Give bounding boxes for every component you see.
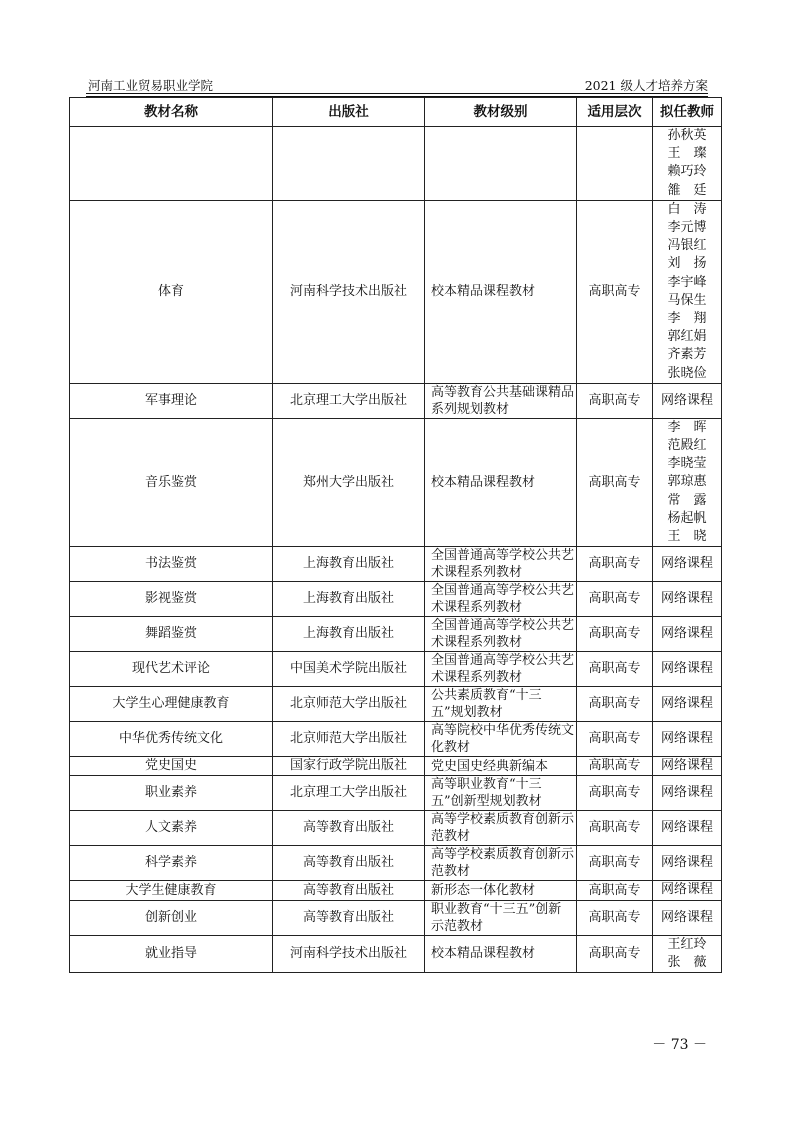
cell-publisher: 国家行政学院出版社 [273, 757, 425, 776]
table-row [70, 846, 722, 881]
header-school-name: 河南工业贸易职业学院 [88, 78, 214, 93]
teacher-name: 张 薇 [667, 954, 707, 970]
teacher-name: 王 璨 [667, 146, 707, 162]
teacher-name: 网络课程 [660, 626, 713, 642]
teacher-name: 王 晓 [667, 529, 707, 545]
cell-publisher: 高等教育出版社 [273, 900, 425, 935]
teacher-name: 赖巧玲 [667, 164, 707, 180]
cell-textbook-name: 职业素养 [70, 776, 273, 811]
col-header-textbook-level: 教材级别 [425, 98, 577, 127]
cell-scope: 高职高专 [577, 881, 653, 900]
cell-publisher: 河南科学技术出版社 [273, 200, 425, 383]
cell-teachers [653, 935, 722, 972]
cell-textbook-name: 大学生健康教育 [70, 881, 273, 900]
teacher-name: 马保生 [667, 292, 707, 308]
cell-textbook-name: 音乐鉴赏 [70, 418, 273, 546]
cell-textbook-level: 高等学校素质教育创新示范教材 [425, 846, 577, 881]
cell-textbook-name: 中华优秀传统文化 [70, 722, 273, 757]
cell-textbook-level: 新形态一体化教材 [425, 881, 577, 900]
teacher-name: 李元博 [667, 220, 707, 236]
cell-textbook-name: 军事理论 [70, 383, 273, 418]
table-row [70, 811, 722, 846]
teacher-name: 网络课程 [660, 785, 713, 801]
teacher-name: 张晓俭 [667, 365, 707, 381]
teacher-name: 范殿红 [667, 438, 707, 454]
cell-publisher: 上海教育出版社 [273, 582, 425, 617]
cell-publisher: 河南科学技术出版社 [273, 935, 425, 972]
cell-textbook-level: 公共素质教育“十三五”规划教材 [425, 687, 577, 722]
teacher-name: 网络课程 [660, 696, 713, 712]
cell-publisher: 郑州大学出版社 [273, 418, 425, 546]
table-row [70, 383, 722, 418]
col-header-scope: 适用层次 [577, 98, 653, 127]
cell-teachers [653, 687, 722, 722]
table-row [70, 547, 722, 582]
cell-textbook-level: 职业教育“十三五”创新示范教材 [425, 900, 577, 935]
cell-teachers [653, 418, 722, 546]
cell-publisher: 上海教育出版社 [273, 547, 425, 582]
cell-textbook-level: 全国普通高等学校公共艺术课程系列教材 [425, 547, 577, 582]
cell-teachers [653, 776, 722, 811]
table-row [70, 900, 722, 935]
cell-teachers [653, 846, 722, 881]
page-number: － 73 － [652, 1037, 707, 1053]
cell-teachers [653, 617, 722, 652]
cell-textbook-name: 科学素养 [70, 846, 273, 881]
table-row [70, 200, 722, 383]
cell-textbook-level: 高等学校素质教育创新示范教材 [425, 811, 577, 846]
cell-publisher: 北京理工大学出版社 [273, 776, 425, 811]
table-row [70, 757, 722, 776]
cell-teachers [653, 200, 722, 383]
cell-scope: 高职高专 [577, 687, 653, 722]
table-row [70, 617, 722, 652]
teacher-name: 网络课程 [660, 855, 713, 871]
teacher-name: 网络课程 [660, 909, 713, 925]
textbook-table [69, 97, 722, 973]
cell-textbook-name: 书法鉴赏 [70, 547, 273, 582]
cell-publisher: 高等教育出版社 [273, 811, 425, 846]
header-plan-title: 2021 级人才培养方案 [584, 78, 708, 93]
cell-textbook-name: 舞蹈鉴赏 [70, 617, 273, 652]
cell-textbook-name: 体育 [70, 200, 273, 383]
cell-textbook-name: 党史国史 [70, 757, 273, 776]
teacher-name: 常 露 [667, 492, 707, 508]
cell-textbook-name: 人文素养 [70, 811, 273, 846]
table-row [70, 722, 722, 757]
table-row [70, 127, 722, 201]
cell-scope: 高职高专 [577, 935, 653, 972]
cell-textbook-level: 党史国史经典新编本 [425, 757, 577, 776]
cell-publisher: 北京师范大学出版社 [273, 722, 425, 757]
teacher-name: 齐素芳 [667, 347, 707, 363]
teacher-name: 冯银红 [667, 238, 707, 254]
cell-textbook-level: 校本精品课程教材 [425, 200, 577, 383]
table-header-row [70, 98, 722, 127]
teacher-name: 李 晖 [667, 419, 707, 435]
cell-textbook-name: 创新创业 [70, 900, 273, 935]
table-row [70, 652, 722, 687]
cell-teachers [653, 900, 722, 935]
teacher-name: 白 涛 [667, 201, 707, 217]
cell-publisher: 高等教育出版社 [273, 846, 425, 881]
page-header [86, 74, 708, 94]
teacher-name: 刘 扬 [667, 256, 707, 272]
cell-publisher: 北京理工大学出版社 [273, 383, 425, 418]
cell-scope: 高职高专 [577, 900, 653, 935]
teacher-name: 网络课程 [660, 820, 713, 836]
cell-textbook-level: 校本精品课程教材 [425, 935, 577, 972]
cell-teachers [653, 547, 722, 582]
cell-teachers [653, 722, 722, 757]
cell-textbook-name [70, 127, 273, 201]
table-row [70, 776, 722, 811]
col-header-textbook-name: 教材名称 [70, 98, 273, 127]
cell-scope: 高职高专 [577, 383, 653, 418]
table-row [70, 935, 722, 972]
teacher-name: 网络课程 [660, 556, 713, 572]
cell-scope: 高职高专 [577, 617, 653, 652]
cell-scope [577, 127, 653, 201]
header-rule [86, 93, 708, 94]
table-row [70, 418, 722, 546]
table-row [70, 881, 722, 900]
cell-scope: 高职高专 [577, 418, 653, 546]
cell-scope: 高职高专 [577, 846, 653, 881]
cell-scope: 高职高专 [577, 811, 653, 846]
cell-teachers [653, 811, 722, 846]
cell-textbook-level: 高等教育公共基础课精品系列规划教材 [425, 383, 577, 418]
cell-textbook-level: 校本精品课程教材 [425, 418, 577, 546]
cell-teachers [653, 757, 722, 776]
col-header-publisher: 出版社 [273, 98, 425, 127]
cell-textbook-name: 就业指导 [70, 935, 273, 972]
table-row [70, 582, 722, 617]
teacher-name: 郭红娟 [667, 329, 707, 345]
cell-teachers [653, 383, 722, 418]
table-body [70, 127, 722, 973]
cell-scope: 高职高专 [577, 200, 653, 383]
teacher-name: 孙秋英 [667, 128, 707, 143]
cell-textbook-level: 全国普通高等学校公共艺术课程系列教材 [425, 582, 577, 617]
cell-textbook-level [425, 127, 577, 201]
cell-publisher: 上海教育出版社 [273, 617, 425, 652]
cell-textbook-level: 全国普通高等学校公共艺术课程系列教材 [425, 617, 577, 652]
cell-teachers [653, 582, 722, 617]
cell-publisher: 北京师范大学出版社 [273, 687, 425, 722]
cell-scope: 高职高专 [577, 582, 653, 617]
cell-publisher: 高等教育出版社 [273, 881, 425, 900]
teacher-name: 王红玲 [667, 936, 707, 952]
cell-publisher [273, 127, 425, 201]
cell-scope: 高职高专 [577, 547, 653, 582]
col-header-teachers: 拟任教师 [653, 98, 722, 127]
teacher-name: 网络课程 [660, 731, 713, 747]
table-row [70, 687, 722, 722]
teacher-name: 李宇峰 [667, 274, 707, 290]
cell-textbook-level: 全国普通高等学校公共艺术课程系列教材 [425, 652, 577, 687]
teacher-name: 李 翔 [667, 311, 707, 327]
teacher-name: 网络课程 [660, 591, 713, 607]
cell-scope: 高职高专 [577, 776, 653, 811]
cell-scope: 高职高专 [577, 757, 653, 776]
cell-textbook-name: 大学生心理健康教育 [70, 687, 273, 722]
teacher-name: 网络课程 [660, 882, 713, 898]
cell-teachers [653, 127, 722, 201]
teacher-name: 雒 廷 [667, 182, 707, 198]
teacher-name: 网络课程 [660, 392, 713, 408]
cell-textbook-name: 影视鉴赏 [70, 582, 273, 617]
teacher-name: 李晓莹 [667, 456, 707, 472]
cell-textbook-level: 高等院校中华优秀传统文化教材 [425, 722, 577, 757]
teacher-name: 网络课程 [660, 758, 713, 774]
teacher-name: 杨起帆 [667, 510, 707, 526]
teacher-name: 郭琼惠 [667, 474, 707, 490]
cell-textbook-level: 高等职业教育“十三五”创新型规划教材 [425, 776, 577, 811]
cell-publisher: 中国美术学院出版社 [273, 652, 425, 687]
cell-teachers [653, 881, 722, 900]
cell-textbook-name: 现代艺术评论 [70, 652, 273, 687]
cell-scope: 高职高专 [577, 652, 653, 687]
cell-teachers [653, 652, 722, 687]
cell-scope: 高职高专 [577, 722, 653, 757]
teacher-name: 网络课程 [660, 661, 713, 677]
